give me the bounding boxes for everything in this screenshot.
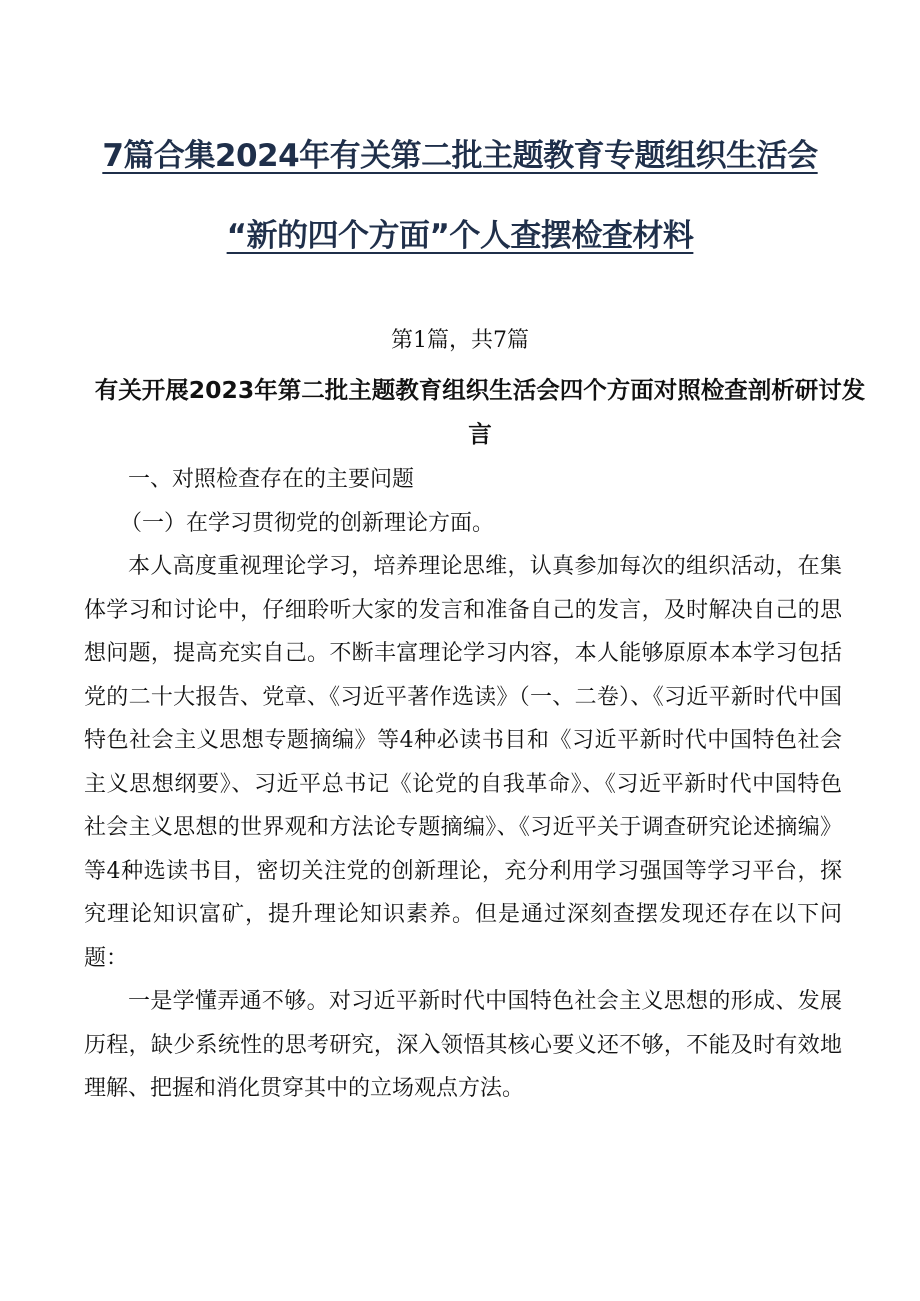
main-title-line-2 bbox=[60, 214, 860, 258]
main-title-line-1 bbox=[60, 134, 860, 178]
part-label: 第1篇，共7篇 bbox=[391, 328, 529, 353]
subsection-heading: （一）在学习贯彻党的创新理论方面。 bbox=[120, 510, 495, 536]
body-text bbox=[84, 458, 842, 1111]
body-paragraph: 一是学懂弄通不够。对习近平新时代中国特色社会主义思想的形成、发展历程，缺少系统性的思考研究，深入领悟其核心要义还不够，不能及时有效地理解、把握和消化贯穿其中的立场观点方法。 bbox=[84, 989, 842, 1101]
main-title-line-2-text: “新的四个方面”个人查摆检查材料 bbox=[226, 218, 694, 254]
sub-title: 有关开展2023年第二批主题教育组织生活会四个方面对照检查剖析研讨发言 bbox=[94, 376, 866, 448]
section-heading: 一、对照检查存在的主要问题 bbox=[128, 467, 415, 492]
body-paragraph: 本人高度重视理论学习，培养理论思维，认真参加每次的组织活动，在集体学习和讨论中，仔细聆听大家的发言和准备自己的发言，及时解决自己的思想问题，提高充实自己。不断丰富理论学习内容，本人能够原原本本学习包括党的二十大报告、党章、《习近平著作选读》（一、二卷）、《习近平新时代中国特色社会主义思想专题摘编》等4种必读书目和《习近平新时代中国特色社会主义思想纲要》、习近平总书记《论党的自我革命》、《习近平新时代中国特色社会主义思想的世界观和方法论专题摘编》、《习近平关于调查研究论述摘编》等4种选读书目，密切关注党的创新理论，充分利用学习强国等学习平台，探究理论知识富矿，提升理论知识素养。但是通过深刻查摆发现还存在以下问题： bbox=[84, 554, 842, 971]
main-title-line-1-text: 7篇合集2024年有关第二批主题教育专题组织生活会 bbox=[102, 138, 818, 174]
